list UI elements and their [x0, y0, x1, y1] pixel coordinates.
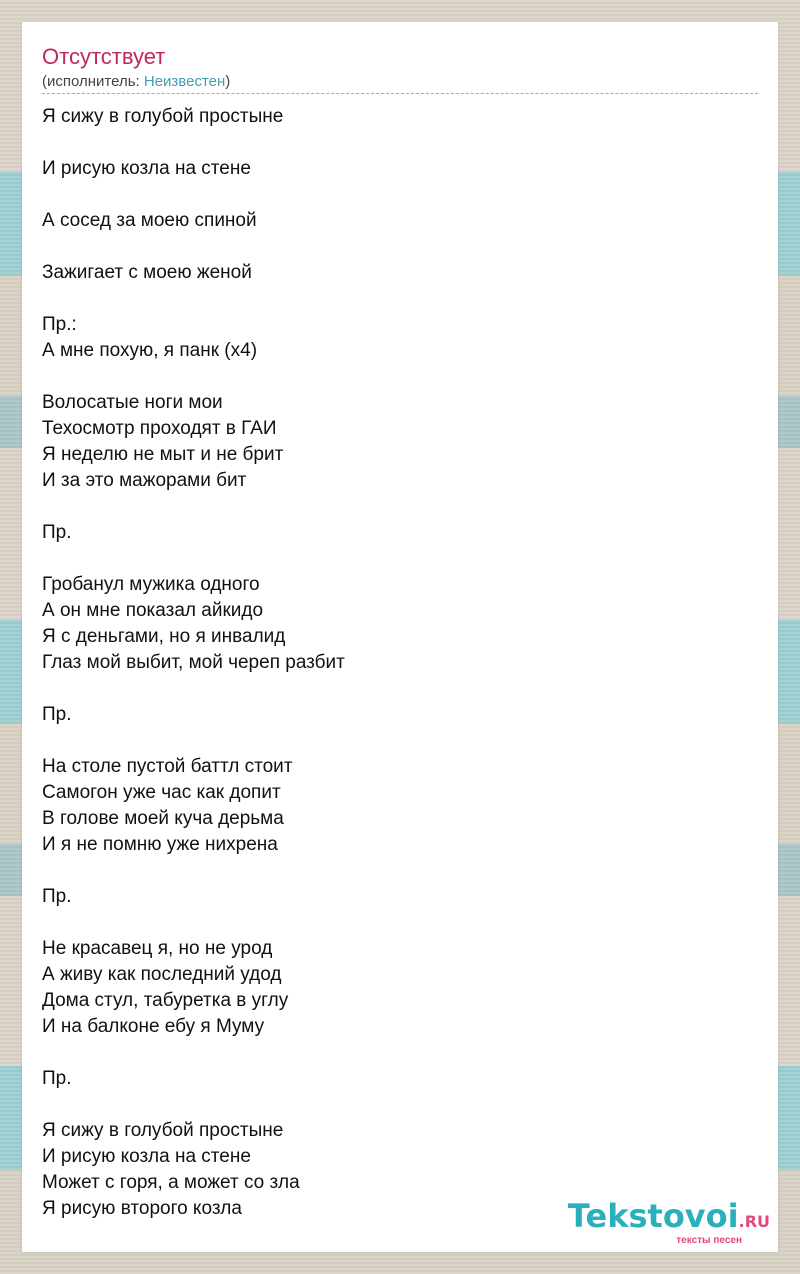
- logo-tagline: тексты песен: [676, 1235, 742, 1246]
- lyrics-card: [22, 22, 778, 1252]
- site-logo[interactable]: [568, 1199, 770, 1246]
- logo-wordmark: [568, 1199, 770, 1239]
- logo-tld: .RU: [738, 1212, 770, 1231]
- artist-prefix: (исполнитель:: [42, 73, 144, 90]
- title-divider: [42, 93, 758, 94]
- lyrics-text: Я сижу в голубой простыне И рисую козла на стене А сосед за моею спиной Зажигает с моею женой Пр.: А мне похую, я панк (x4) Волосатые ноги мои Техосмотр проходят в ГАИ Я неделю не мыт и не брит И за это мажорами бит Пр. Гробанул мужика одного А он мне показал айкидо Я с деньгами, но я инвалид Глаз мой выбит, мой череп разбит Пр. На столе пустой баттл стоит Самогон уже час как допит В голове моей куча дерьма И я не помню уже нихрена Пр. Не красавец я, но не урод А живу как последний удод Дома стул, табуретка в углу И на балконе ебу я Муму Пр. Я сижу в голубой простыне И рисую козла на стене Может с горя, а может со зла Я рисую второго козла: [42, 106, 345, 1219]
- artist-suffix: ): [225, 73, 231, 90]
- artist-line: [42, 73, 230, 90]
- artist-link[interactable]: Неизвестен: [143, 73, 226, 90]
- song-title: Отсутствует: [42, 44, 166, 69]
- logo-name: Tekstovoi: [567, 1197, 739, 1235]
